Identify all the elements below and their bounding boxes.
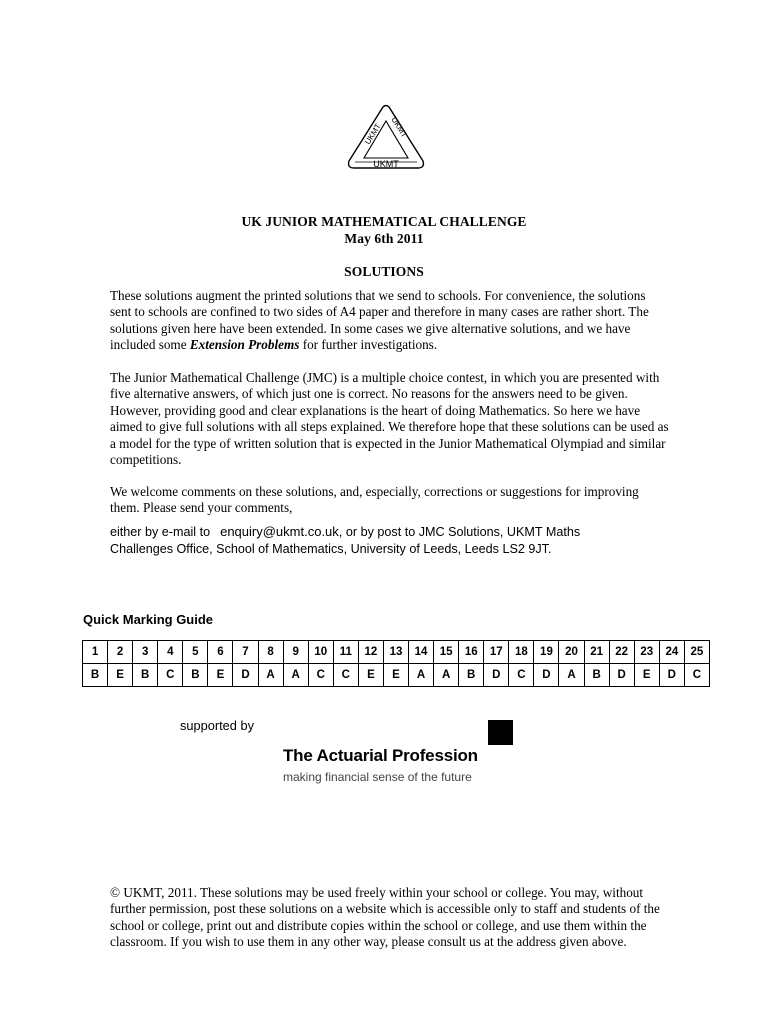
jmc-description: The Junior Mathematical Challenge (JMC) is a multiple choice contest, in which you are presented with five alternative answers, of which just one is correct. No reasons for the answers need to be given. However, providing good and clear explanations is the heart of doing Mathematics. So here we have aimed to give full solutions with all steps explained. We therefore hope that these solutions can be used as a model for the type of written solution that is expected in the Junior Mathematical Olympiad and similar competitions. [110, 370, 669, 468]
intro-text-end: for further investigations. [299, 337, 438, 353]
question-number-cell: 20 [559, 641, 584, 664]
question-number-cell: 1 [83, 641, 108, 664]
question-number-cell: 8 [258, 641, 283, 664]
answer-cell: C [308, 664, 333, 687]
contact-line-1 [110, 523, 690, 542]
question-number-cell: 15 [434, 641, 459, 664]
answer-cell: B [584, 664, 609, 687]
document-title: UK JUNIOR MATHEMATICAL CHALLENGE [241, 214, 527, 229]
supported-by-label: supported by [180, 718, 254, 733]
answer-cell: D [659, 664, 684, 687]
answer-cell: B [133, 664, 158, 687]
question-number-cell: 2 [108, 641, 133, 664]
answer-cell: A [283, 664, 308, 687]
answer-cell: E [208, 664, 233, 687]
answer-cell: A [559, 664, 584, 687]
answer-cell: E [358, 664, 383, 687]
answer-cell: D [534, 664, 559, 687]
question-number-cell: 16 [459, 641, 484, 664]
question-number-cell: 25 [684, 641, 709, 664]
answer-row [83, 664, 710, 687]
question-number-cell: 24 [659, 641, 684, 664]
answer-cell: C [684, 664, 709, 687]
sponsor-name: The Actuarial Profession [283, 746, 478, 765]
question-number-cell: 22 [609, 641, 634, 664]
marking-guide-title: Quick Marking Guide [83, 612, 214, 627]
question-number-cell: 12 [358, 641, 383, 664]
answer-cell: B [83, 664, 108, 687]
contact-email-link[interactable]: enquiry@ukmt.co.uk, [220, 524, 343, 539]
question-number-cell: 23 [634, 641, 659, 664]
logo-side-text-right: UKMT [389, 115, 409, 140]
intro-paragraph-2 [110, 370, 670, 468]
answer-cell: B [459, 664, 484, 687]
question-number-cell: 19 [534, 641, 559, 664]
question-number-cell: 11 [333, 641, 358, 664]
contact-post: or by post to JMC Solutions, UKMT Maths [342, 525, 581, 539]
intro-text: These solutions augment the printed solutions that we send to schools. For convenience, the solutions sent to schools are confined to two sides of A4 paper and therefore in many cases are rather short. The solutions given here have been extended. In some cases we give alternative solutions, and we have included some [110, 288, 649, 353]
section-heading: SOLUTIONS [344, 264, 424, 279]
answer-cell: D [484, 664, 509, 687]
answer-cell: C [158, 664, 183, 687]
answer-cell: D [233, 664, 258, 687]
question-number-cell: 3 [133, 641, 158, 664]
answer-cell: B [183, 664, 208, 687]
document-date: May 6th 2011 [344, 231, 424, 246]
answer-cell: E [383, 664, 408, 687]
answer-cell: C [509, 664, 534, 687]
intro-paragraph-1 [110, 288, 670, 354]
answer-cell: C [333, 664, 358, 687]
question-number-row [83, 641, 710, 664]
question-number-cell: 4 [158, 641, 183, 664]
answer-cell: E [634, 664, 659, 687]
copyright-notice: © UKMT, 2011. These solutions may be used freely within your school or college. You may, without further permission, post these solutions on a website which is accessible only to staff and students of the school or college, print out and distribute copies within the school or college, and use them within the classroom. If you wish to use them in any other way, please consult us at the address given above. [110, 885, 660, 949]
marking-guide-table [82, 640, 710, 687]
answer-cell: A [409, 664, 434, 687]
question-number-cell: 17 [484, 641, 509, 664]
question-number-cell: 13 [383, 641, 408, 664]
logo-bottom-text: UKMT [373, 159, 399, 169]
logo-side-text-left: UKMT [363, 122, 383, 147]
ukmt-logo [345, 103, 427, 175]
question-number-cell: 9 [283, 641, 308, 664]
answer-cell: A [434, 664, 459, 687]
question-number-cell: 6 [208, 641, 233, 664]
sponsor-tagline: making financial sense of the future [283, 770, 472, 784]
contact-lead: either by e-mail to [110, 525, 211, 539]
comments-request: We welcome comments on these solutions, and, especially, corrections or suggestions for improving them. Please send your comments, [110, 484, 639, 516]
question-number-cell: 14 [409, 641, 434, 664]
answer-cell: E [108, 664, 133, 687]
question-number-cell: 10 [308, 641, 333, 664]
extension-problems-emphasis: Extension Problems [189, 337, 300, 353]
question-number-cell: 18 [509, 641, 534, 664]
intro-paragraph-3 [110, 484, 670, 517]
answer-cell: D [609, 664, 634, 687]
actuarial-logo-square [488, 720, 513, 745]
contact-address: Challenges Office, School of Mathematics, University of Leeds, Leeds LS2 9JT. [110, 542, 552, 556]
question-number-cell: 21 [584, 641, 609, 664]
question-number-cell: 7 [233, 641, 258, 664]
question-number-cell: 5 [183, 641, 208, 664]
answer-cell: A [258, 664, 283, 687]
